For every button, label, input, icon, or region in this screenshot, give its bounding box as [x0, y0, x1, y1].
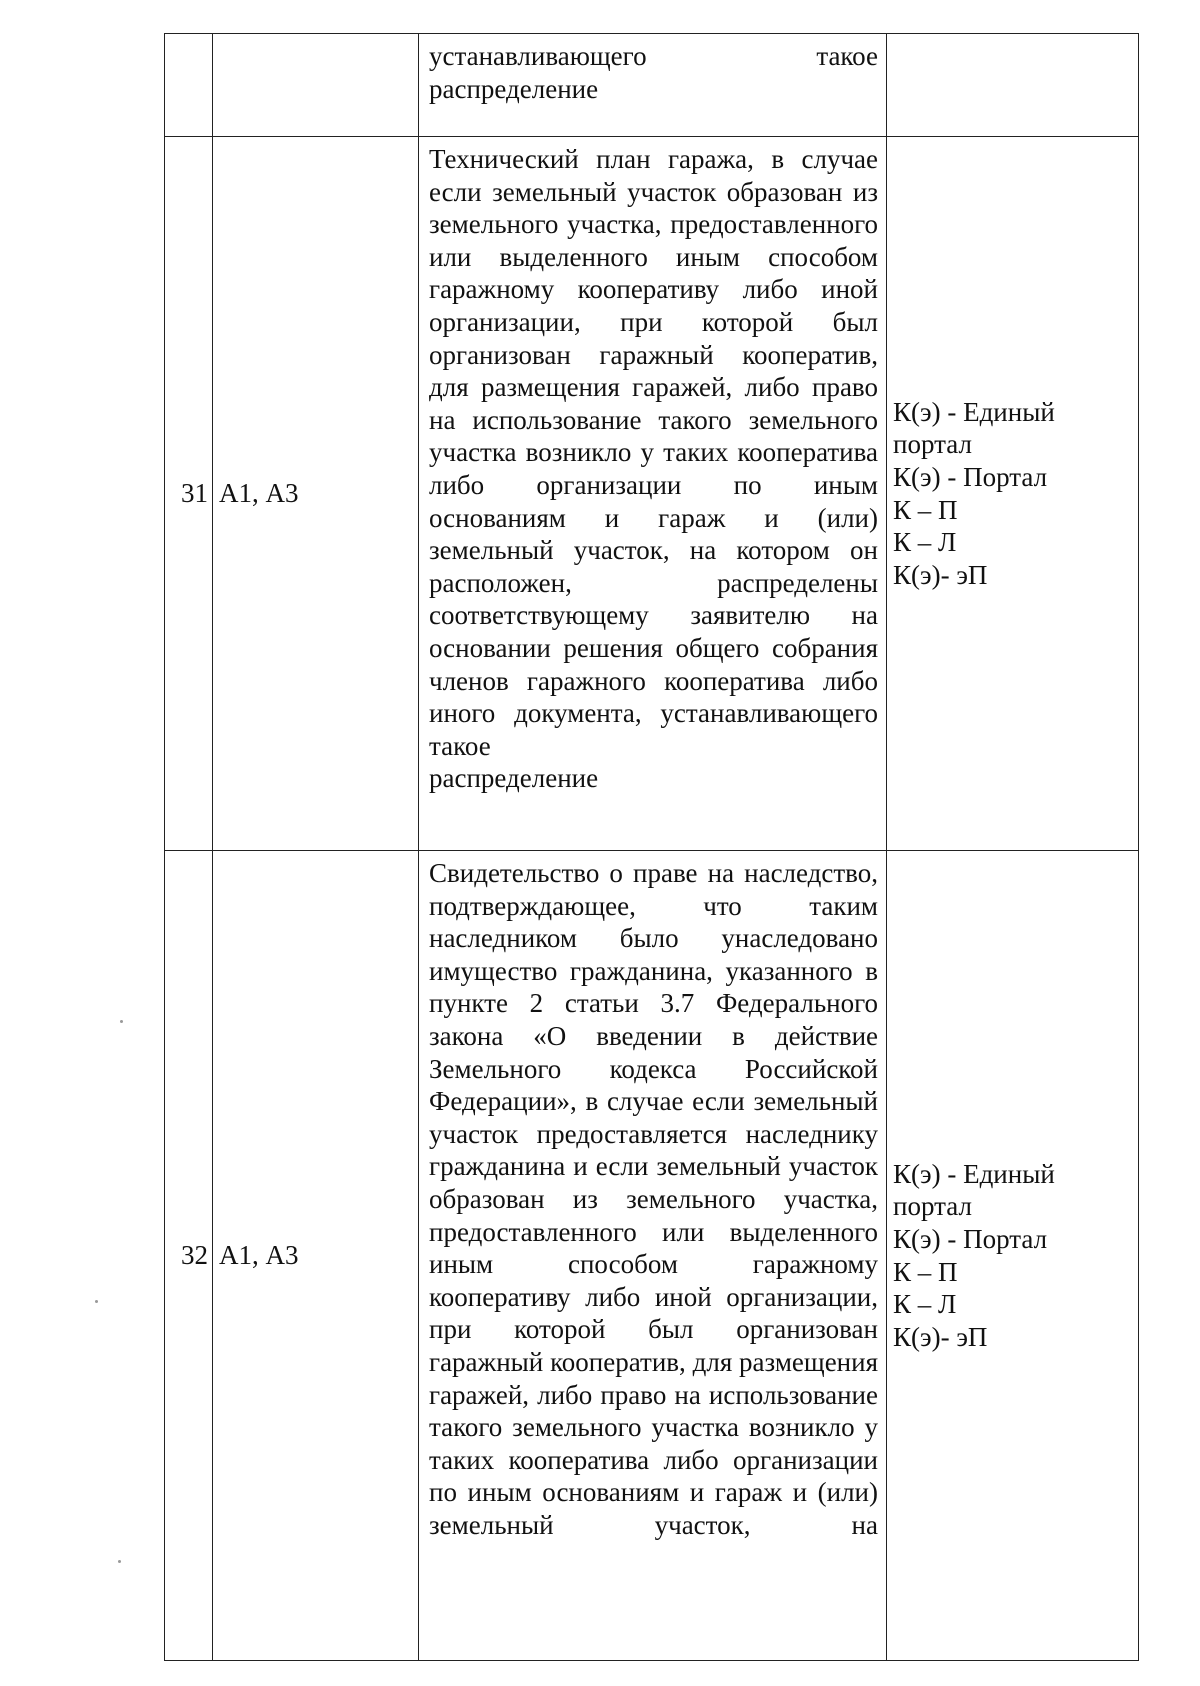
- row-number-cell: [165, 34, 213, 137]
- row-number-cell: 31: [165, 137, 213, 851]
- row-description-cell: [419, 137, 887, 851]
- row-description-last-line: распределение: [429, 763, 599, 794]
- scan-dot: [95, 1300, 98, 1303]
- row-description-last-line: распределение: [429, 73, 599, 104]
- row-forms-cell: К(э) - Единый портал К(э) - Портал К – П К – Л К(э)- эП: [887, 851, 1139, 1661]
- row-description-cell: [419, 851, 887, 1661]
- row-codes-cell: [213, 34, 419, 137]
- row-description-text: устанавливающего такое: [429, 41, 878, 71]
- table-row: [165, 851, 1139, 1661]
- row-description-text: Технический план гаража, в случае если земельный участок образован из земельного участка, предоставленного или выделенного иным способом гаражному кооперативу либо иной организации, при которой был организован гаражный кооператив, для размещения гаражей, либо право на использование такого земельного участка возникло у таких кооператива либо организации по иным основаниям и гараж и (или) земельный участок, на котором он расположен, распределены соответствующему заявителю на основании решения общего собрания членов гаражного кооператива либо иного документа, устанавливающего такое: [429, 144, 878, 761]
- table-row: [165, 137, 1139, 851]
- row-forms-cell: К(э) - Единый портал К(э) - Портал К – П К – Л К(э)- эП: [887, 137, 1139, 851]
- row-codes-cell: А1, А3: [213, 851, 419, 1661]
- document-table: [164, 33, 1139, 1661]
- scan-dot: [120, 1020, 123, 1023]
- row-codes-cell: А1, А3: [213, 137, 419, 851]
- row-description-cell: [419, 34, 887, 137]
- row-number-cell: 32: [165, 851, 213, 1661]
- row-description-text: Свидетельство о праве на наследство, подтверждающее, что таким наследником было унаследовано имущество гражданина, указанного в пункте 2 статьи 3.7 Федерального закона «О введении в действие Земельного кодекса Российской Федерации», в случае если земельный участок предоставляется наследнику гражданина и если земельный участок образован из земельного участка, предоставленного или выделенного иным способом гаражному кооперативу либо иной организации, при которой был организован гаражный кооператив, для размещения гаражей, либо право на использование такого земельного участка возникло у таких кооператива либо организации по иным основаниям и гараж и (или) земельный участок, на: [429, 858, 878, 1540]
- table-row: [165, 34, 1139, 137]
- row-forms-cell: [887, 34, 1139, 137]
- scan-dot: [118, 1560, 121, 1563]
